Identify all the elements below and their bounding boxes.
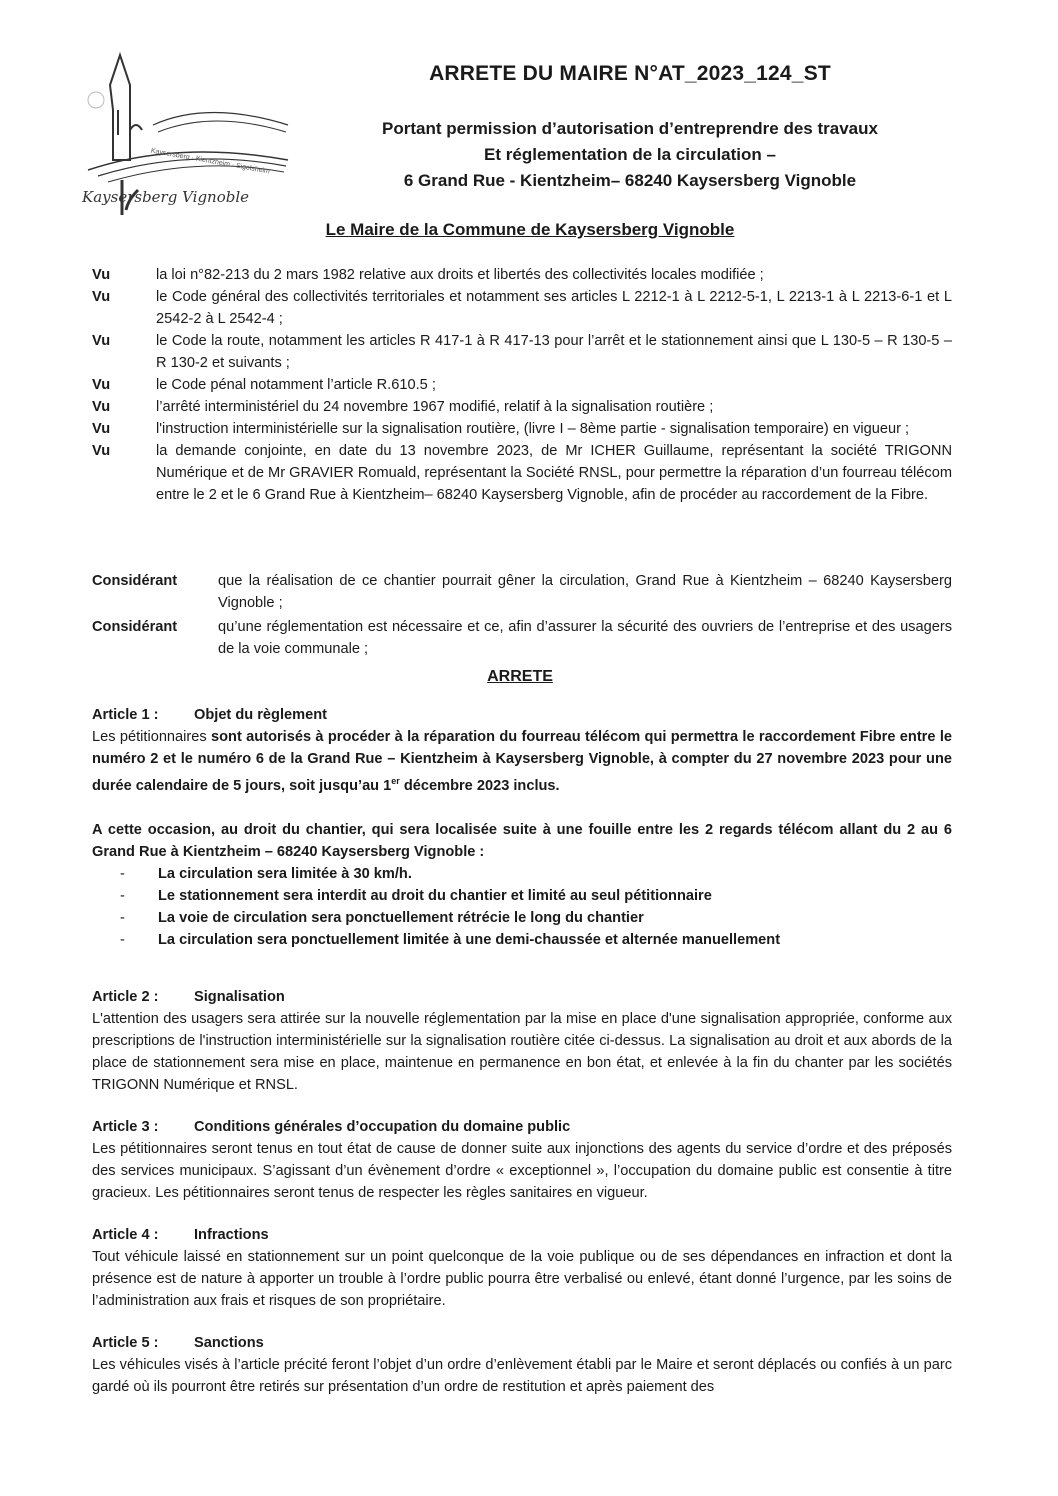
vu-label: Vu xyxy=(92,399,111,415)
article-title: Objet du règlement xyxy=(194,707,327,723)
vu-list xyxy=(92,264,952,506)
article-2 xyxy=(92,986,952,1096)
article-title: Signalisation xyxy=(194,989,285,1005)
article-heading xyxy=(92,1224,952,1246)
bullet-dash: - xyxy=(120,887,125,904)
considerant-item xyxy=(92,570,952,614)
article-paragraph: A cette occasion, au droit du chantier, qui sera localisée suite à une fouille entre les 2 regards télécom allant du 2 au 6 Grand Rue à Kientzheim – 68240 Kaysersberg Vignoble : xyxy=(92,821,952,860)
vu-text: la loi n°82-213 du 2 mars 1982 relative aux droits et libertés des collectivités locales modifiée ; xyxy=(156,267,764,283)
vu-item xyxy=(92,374,952,396)
vu-item xyxy=(92,418,952,440)
article-number: Article 4 : xyxy=(92,1227,159,1243)
vu-text: la demande conjointe, en date du 13 novembre 2023, de Mr ICHER Guillaume, représentant la société TRIGONN Numérique et de Mr GRAVIER Romuald, représentant la Société RNSL, pour permettre la réparation d’un fourreau télécom entre le 2 et le 6 Grand Rue à Kientzheim– 68240 Kaysersberg Vignoble, afin de procéder au raccordement de la Fibre. xyxy=(156,443,952,503)
vu-item xyxy=(92,286,952,330)
list-item xyxy=(120,863,952,885)
bullet-text: La voie de circulation sera ponctuellement rétrécie le long du chantier xyxy=(158,909,644,926)
article-paragraph: L'attention des usagers sera attirée sur la nouvelle réglementation par la mise en place d'une signalisation appropriée, conforme aux prescriptions de l'instruction interministérielle sur la signalisation routière citée ci-dessus. La signalisation au droit et aux abords de la place de stationnement sera mise en place, maintenue en permanence en bon état, et enlevée à la fin du chanter par les sociétés TRIGONN Numérique et RNSL. xyxy=(92,1011,952,1093)
article-4 xyxy=(92,1224,952,1312)
article-title: Infractions xyxy=(194,1227,269,1243)
vu-text: l'instruction interministérielle sur la signalisation routière, (livre I – 8ème partie - signalisation temporaire) en vigueur ; xyxy=(156,421,910,437)
article-number: Article 2 : xyxy=(92,989,159,1005)
bullet-dash: - xyxy=(120,909,125,926)
article-number: Article 1 : xyxy=(92,707,159,723)
article-paragraph xyxy=(92,726,952,797)
considerant-label: Considérant xyxy=(92,573,178,589)
article-5 xyxy=(92,1332,952,1398)
logo-wordmark: Kaysersberg Vignoble xyxy=(82,188,250,206)
vu-label: Vu xyxy=(92,267,111,283)
subtitle-block xyxy=(300,116,960,194)
logo-subtext: Kaysersberg · Kientzheim · Sigolsheim xyxy=(150,147,271,176)
vu-item xyxy=(92,440,952,506)
vu-text: le Code la route, notamment les articles R 417-1 à R 417-13 pour l’arrêt et le stationnement ainsi que L 130-5 – R 130-5 – R 130-2 et suivants ; xyxy=(156,333,952,371)
bullet-list xyxy=(120,863,952,951)
article-text-bold: décembre 2023 inclus. xyxy=(399,777,560,794)
superscript: er xyxy=(391,776,400,786)
considerant-item xyxy=(92,616,952,660)
vu-text: le Code général des collectivités territoriales et notamment ses articles L 2212-1 à L 2212-5-1, L 2213-1 à L 2213-6-1 et L 2542-2 à L 2542-4 ; xyxy=(156,289,952,327)
considerant-label: Considérant xyxy=(92,619,178,635)
arrete-heading: ARRETE xyxy=(487,668,553,685)
vu-label: Vu xyxy=(92,377,111,393)
considerant-text: que la réalisation de ce chantier pourrait gêner la circulation, Grand Rue à Kientzheim – 68240 Kaysersberg Vignoble ; xyxy=(218,573,952,611)
article-number: Article 5 : xyxy=(92,1335,159,1351)
vu-item xyxy=(92,264,952,286)
list-item xyxy=(120,929,952,951)
vu-label: Vu xyxy=(92,289,111,305)
article-paragraph: Les véhicules visés à l’article précité feront l’objet d’un ordre d’enlèvement établi par le Maire et seront déplacés ou confiés à un parc gardé où ils pourront être retirés sur présentation d’un ordre de restitution et après paiement des xyxy=(92,1357,952,1395)
article-paragraph: Tout véhicule laissé en stationnement sur un point quelconque de la voie publique ou de ses dépendances en infraction et dont la présence est de nature à apporter un trouble à l’ordre public pourra être verbalisé ou enlevé, étant donné l’urgence, par les soins de l’administration aux frais et risques de son propriétaire. xyxy=(92,1249,952,1309)
vu-text: le Code pénal notamment l’article R.610.5 ; xyxy=(156,377,436,393)
bullet-text: La circulation sera limitée à 30 km/h. xyxy=(158,865,412,882)
bullet-text: La circulation sera ponctuellement limitée à une demi-chaussée et alternée manuellement xyxy=(158,931,781,948)
article-heading xyxy=(92,1116,952,1138)
bullet-dash: - xyxy=(120,865,125,882)
article-number: Article 3 : xyxy=(92,1119,159,1135)
considerant-list xyxy=(92,570,952,662)
article-paragraph: Les pétitionnaires seront tenus en tout état de cause de donner suite aux injonctions des agents du service d’ordre et des préposés des services municipaux. S’agissant d’un évènement d’ordre « exceptionnel », l’occupation du domaine public est consentie à titre gracieux. Les pétitionnaires seront tenus de respecter les règles sanitaires en vigueur. xyxy=(92,1141,952,1201)
vu-label: Vu xyxy=(92,443,111,459)
article-heading xyxy=(92,704,952,726)
article-text-bold: sont autorisés à procéder à la réparation du fourreau télécom qui permettra le raccordement Fibre entre le numéro 2 et le numéro 6 de la Grand Rue – Kientzheim à Kaysersberg Vignoble, à compter du 27 novembre 2023 pour une durée calendaire de 5 jours, soit jusqu’au 1 xyxy=(92,729,952,794)
subtitle-line-2: Et réglementation de la circulation – xyxy=(484,145,776,164)
page-title: ARRETE DU MAIRE N°AT_2023_124_ST xyxy=(429,62,831,85)
vu-item xyxy=(92,330,952,374)
vu-item xyxy=(92,396,952,418)
vu-text: l’arrêté interministériel du 24 novembre 1967 modifié, relatif à la signalisation routière ; xyxy=(156,399,714,415)
vu-label: Vu xyxy=(92,421,111,437)
article-title: Sanctions xyxy=(194,1335,264,1351)
list-item xyxy=(120,885,952,907)
subtitle-line-3: 6 Grand Rue - Kientzheim– 68240 Kaysersberg Vignoble xyxy=(403,171,857,190)
vu-label: Vu xyxy=(92,333,111,349)
considerant-text: qu’une réglementation est nécessaire et ce, afin d’assurer la sécurité des ouvriers de l’entreprise et des usagers de la voie communale ; xyxy=(218,619,952,657)
bullet-dash: - xyxy=(120,931,125,948)
mayor-heading: Le Maire de la Commune de Kaysersberg Vignoble xyxy=(325,220,735,239)
article-text: Les pétitionnaires xyxy=(92,729,212,745)
article-title: Conditions générales d’occupation du domaine public xyxy=(194,1119,571,1135)
bullet-text: Le stationnement sera interdit au droit du chantier et limité au seul pétitionnaire xyxy=(158,887,712,904)
article-3 xyxy=(92,1116,952,1204)
article-1 xyxy=(92,704,952,951)
list-item xyxy=(120,907,952,929)
subtitle-line-1: Portant permission d’autorisation d’entreprendre des travaux xyxy=(382,119,878,138)
article-heading xyxy=(92,1332,952,1354)
article-heading xyxy=(92,986,952,1008)
